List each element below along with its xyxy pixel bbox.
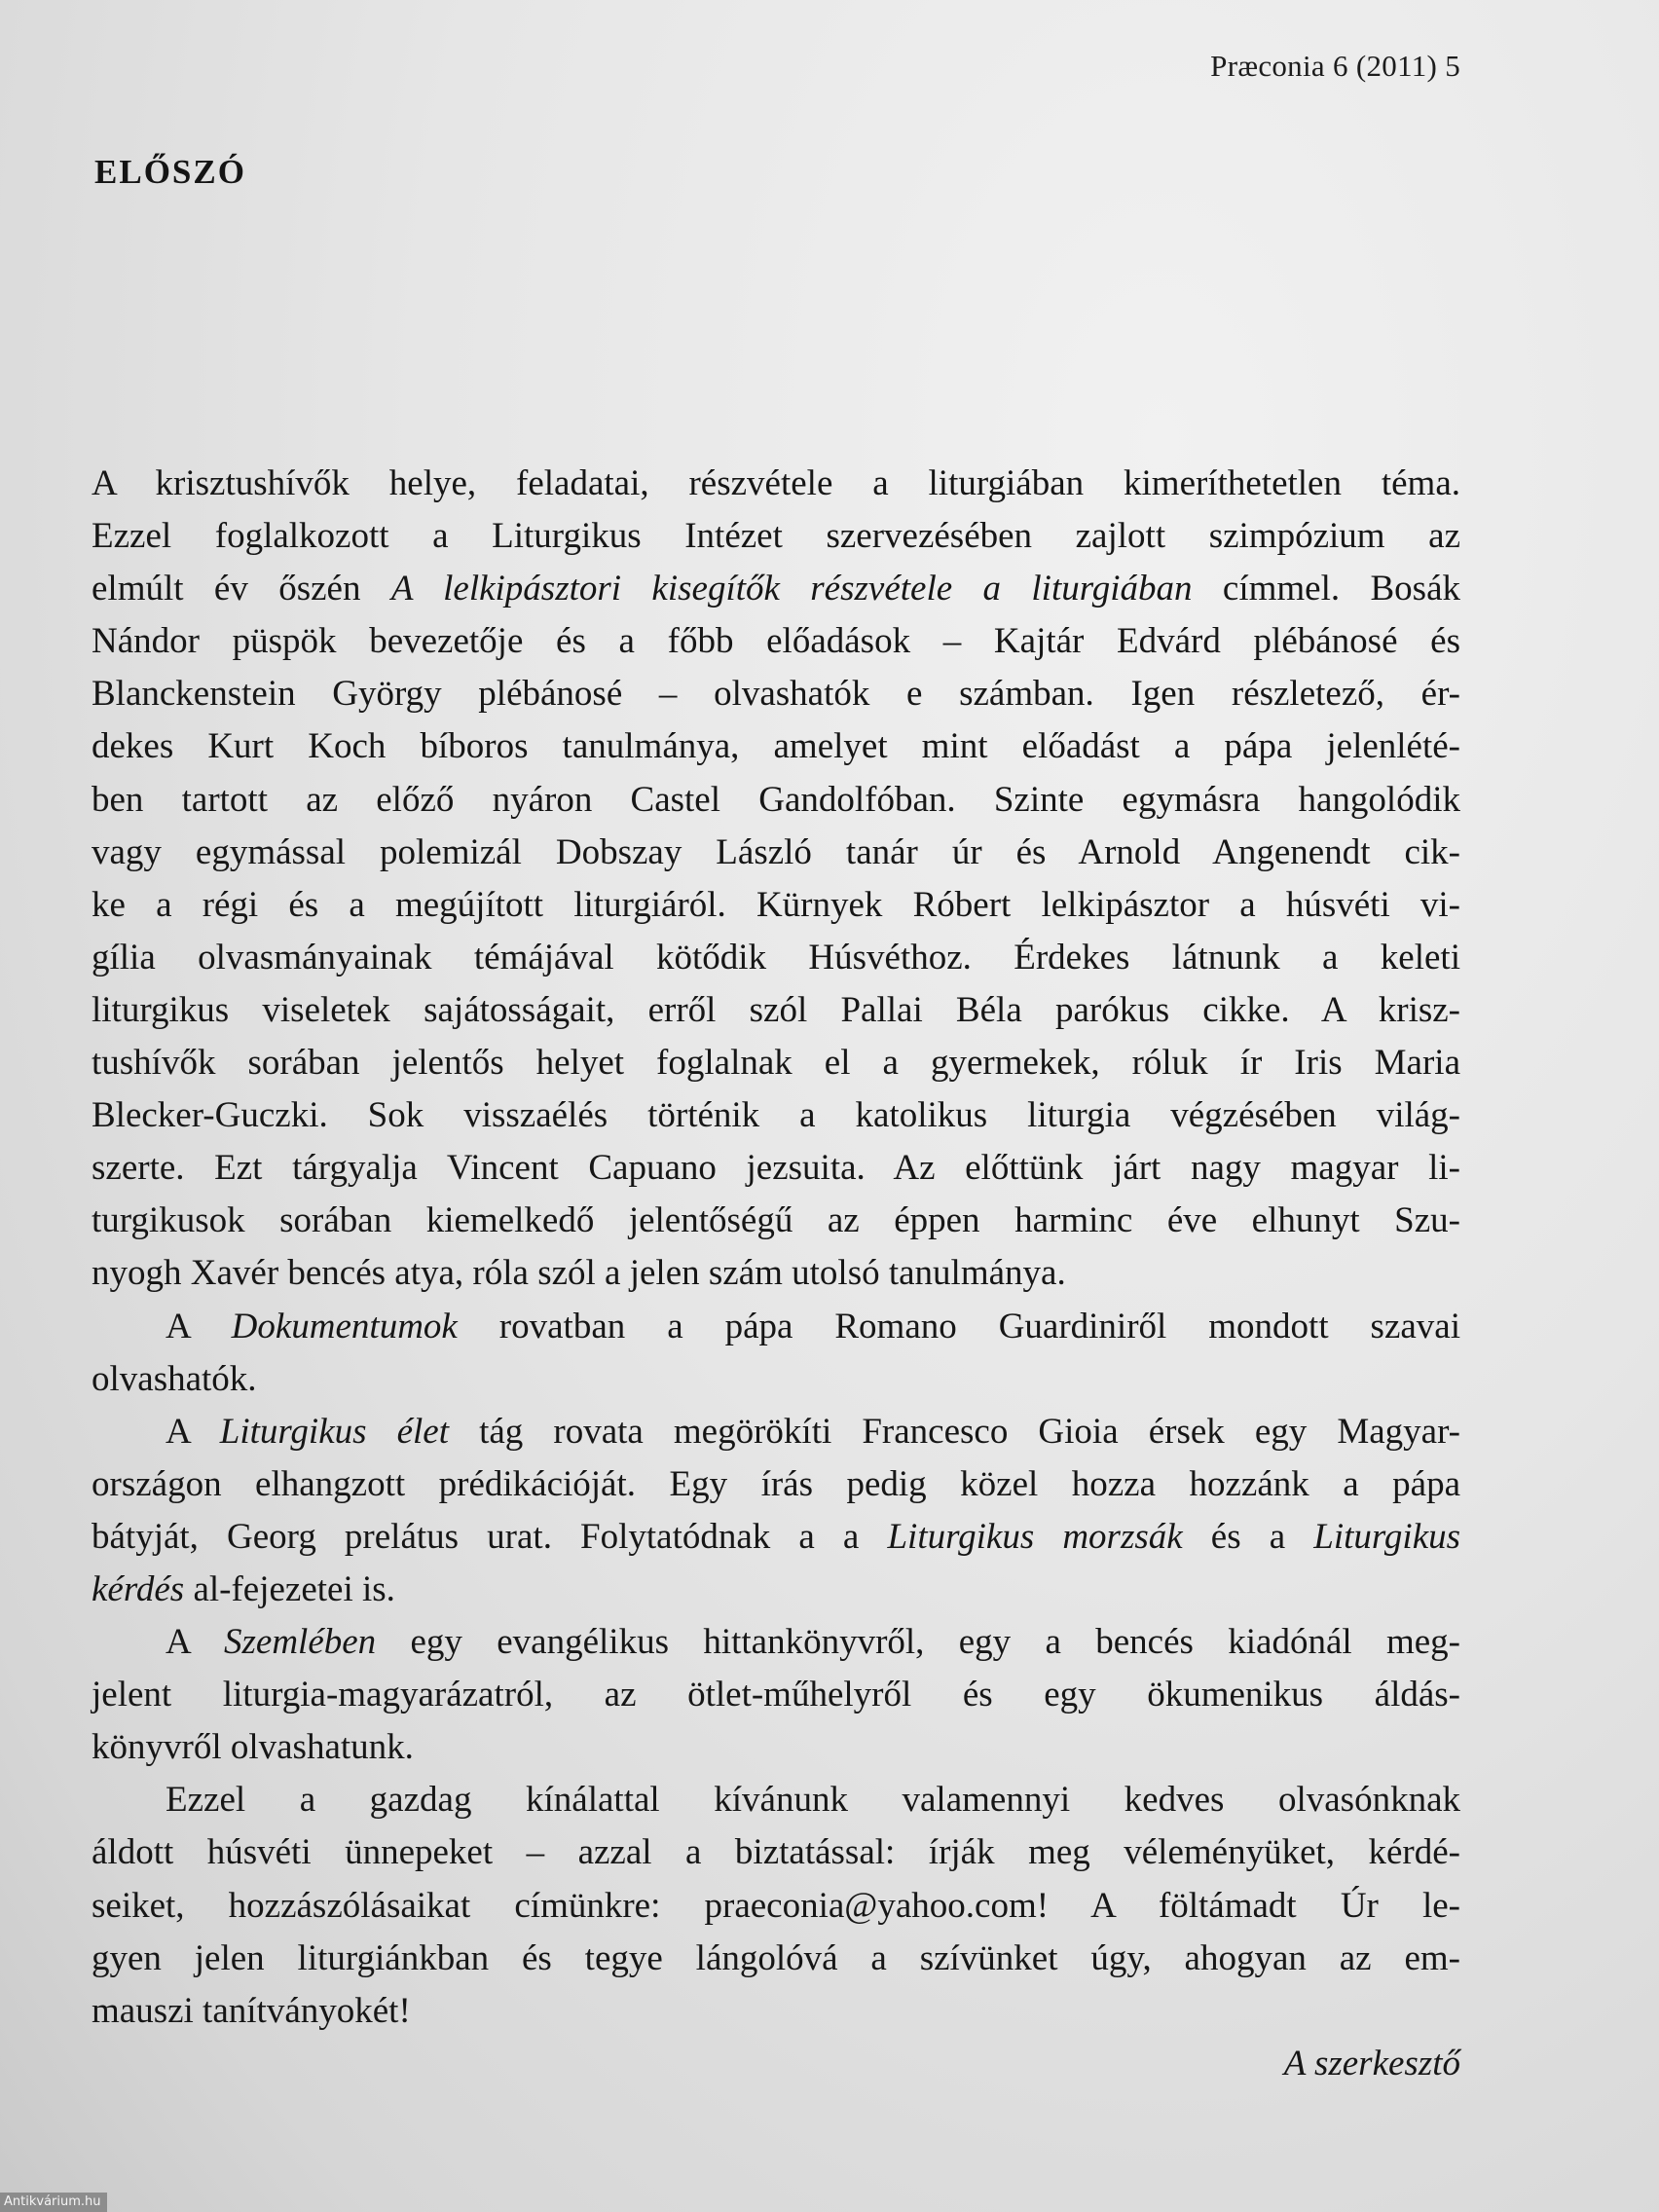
text-segment: A bbox=[166, 1411, 220, 1452]
text-segment: Blecker-Guczki. Sok visszaélés történik a katolikus liturgia végzésében világ- bbox=[92, 1095, 1460, 1136]
text-line bbox=[92, 458, 1460, 510]
text-line bbox=[92, 1774, 1460, 1826]
text-line bbox=[92, 1195, 1460, 1247]
text-line bbox=[92, 932, 1460, 984]
italic-text: Liturgikus bbox=[1313, 1516, 1461, 1557]
running-head: Præconia 6 (2011) 5 bbox=[1210, 49, 1460, 83]
text-line bbox=[92, 1089, 1460, 1142]
text-segment: gília olvasmányainak témájával kötődik Húsvéthoz. Érdekes látnunk a keleti bbox=[92, 937, 1460, 977]
text-segment: Ezzel a gazdag kínálattal kívánunk valamennyi kedves olvasónknak bbox=[166, 1780, 1460, 1821]
text-line bbox=[92, 1511, 1460, 1564]
text-segment: Nándor püspök bevezetője és a főbb előadások – Kajtár Edvárd plébánosé és bbox=[92, 621, 1460, 662]
text-line bbox=[92, 563, 1460, 615]
text-line bbox=[92, 1721, 1460, 1774]
text-segment: Blanckenstein György plébánosé – olvashatók e számban. Igen részletező, ér- bbox=[92, 674, 1460, 715]
text-segment: bátyját, Georg prelátus urat. Folytatódnak a a bbox=[92, 1516, 888, 1557]
text-line bbox=[92, 1406, 1460, 1458]
paragraph bbox=[92, 1406, 1460, 1616]
text-segment: dekes Kurt Koch bíboros tanulmánya, amelyet mint előadást a pápa jelenlété- bbox=[92, 726, 1460, 767]
text-line bbox=[92, 1247, 1460, 1300]
text-segment: A krisztushívők helye, feladatai, részvétele a liturgiában kimeríthetetlen téma. bbox=[92, 463, 1460, 503]
text-segment: seiket, hozzászólásaikat címünkre: praeconia@yahoo.com! A föltámadt Úr le- bbox=[92, 1885, 1460, 1926]
text-segment: egy evangélikus hittankönyvről, egy a bencés kiadónál meg- bbox=[376, 1622, 1460, 1663]
text-line bbox=[92, 879, 1460, 932]
italic-text: A lelkipásztori kisegítők részvétele a liturgiában bbox=[390, 569, 1193, 609]
text-segment: szerte. Ezt tárgyalja Vincent Capuano jezsuita. Az előttünk járt nagy magyar li- bbox=[92, 1148, 1460, 1189]
italic-text: kérdés bbox=[92, 1568, 185, 1609]
text-segment: ben tartott az előző nyáron Castel Gandolfóban. Szinte egymásra hangolódik bbox=[92, 779, 1460, 820]
text-segment: Ezzel foglalkozott a Liturgikus Intézet szervezésében zajlott szimpózium az bbox=[92, 516, 1460, 557]
text-segment: nyogh Xavér bencés atya, róla szól a jelen szám utolsó tanulmánya. bbox=[92, 1253, 1066, 1294]
paragraph bbox=[92, 1301, 1460, 1406]
signature: A szerkesztő bbox=[1283, 2044, 1460, 2083]
text-line bbox=[92, 1616, 1460, 1669]
text-line bbox=[92, 720, 1460, 773]
text-segment: rovatban a pápa Romano Guardiniről mondott szavai bbox=[457, 1306, 1460, 1346]
page-title: ELŐSZÓ bbox=[94, 153, 246, 191]
text-segment: tág rovata megörökíti Francesco Gioia érsek egy Magyar- bbox=[449, 1411, 1460, 1452]
italic-text: Liturgikus morzsák bbox=[887, 1516, 1183, 1557]
text-line bbox=[92, 1142, 1460, 1195]
paragraph bbox=[92, 1616, 1460, 1774]
text-segment: tushívők sorában jelentős helyet foglalnak el a gyermekek, róluk ír Iris Maria bbox=[92, 1043, 1460, 1084]
preface-body bbox=[92, 458, 1460, 2038]
text-segment: jelent liturgia-magyarázatról, az ötlet-műhelyről és egy ökumenikus áldás- bbox=[92, 1675, 1460, 1715]
text-line bbox=[92, 1353, 1460, 1406]
text-line bbox=[92, 668, 1460, 720]
text-line bbox=[92, 1933, 1460, 1985]
text-line bbox=[92, 1985, 1460, 2038]
text-segment: vagy egymással polemizál Dobszay László tanár úr és Arnold Angenendt cik- bbox=[92, 831, 1460, 872]
text-segment: A bbox=[166, 1306, 232, 1346]
text-line bbox=[92, 1669, 1460, 1721]
text-line bbox=[92, 827, 1460, 879]
text-segment: mauszi tanítványokét! bbox=[92, 1990, 411, 2031]
text-line bbox=[92, 1458, 1460, 1511]
text-segment: liturgikus viseletek sajátosságait, erről szól Pallai Béla parókus cikke. A krisz- bbox=[92, 989, 1460, 1030]
text-line bbox=[92, 774, 1460, 827]
paragraph bbox=[92, 1774, 1460, 2037]
text-segment: A bbox=[166, 1622, 225, 1663]
text-line bbox=[92, 1826, 1460, 1879]
text-segment: könyvről olvashatunk. bbox=[92, 1727, 414, 1768]
text-segment: olvashatók. bbox=[92, 1358, 257, 1399]
text-segment: országon elhangzott prédikációját. Egy írás pedig közel hozza hozzánk a pápa bbox=[92, 1463, 1460, 1504]
italic-text: Dokumentumok bbox=[231, 1306, 458, 1346]
text-line bbox=[92, 510, 1460, 563]
text-segment: áldott húsvéti ünnepeket – azzal a biztatással: írják meg véleményüket, kérdé- bbox=[92, 1832, 1460, 1873]
text-segment: al-fejezetei is. bbox=[184, 1568, 395, 1609]
text-line bbox=[92, 1037, 1460, 1089]
text-segment: és a bbox=[1182, 1516, 1314, 1557]
watermark: Antikvárium.hu bbox=[0, 2193, 107, 2212]
text-line bbox=[92, 1880, 1460, 1933]
text-line bbox=[92, 1564, 1460, 1616]
italic-text: Liturgikus élet bbox=[219, 1411, 450, 1452]
text-line bbox=[92, 984, 1460, 1037]
text-segment: ke a régi és a megújított liturgiáról. Kürnyek Róbert lelkipásztor a húsvéti vi- bbox=[92, 884, 1460, 925]
text-segment: elmúlt év őszén bbox=[92, 569, 391, 609]
text-line bbox=[92, 615, 1460, 668]
text-segment: turgikusok sorában kiemelkedő jelentőségű az éppen harminc éve elhunyt Szu- bbox=[92, 1200, 1460, 1241]
text-line bbox=[92, 1301, 1460, 1353]
text-segment: címmel. Bosák bbox=[1192, 569, 1460, 609]
text-segment: gyen jelen liturgiánkban és tegye lángolóvá a szívünket úgy, ahogyan az em- bbox=[92, 1937, 1460, 1978]
italic-text: Szemlében bbox=[224, 1622, 377, 1663]
paragraph bbox=[92, 458, 1460, 1301]
